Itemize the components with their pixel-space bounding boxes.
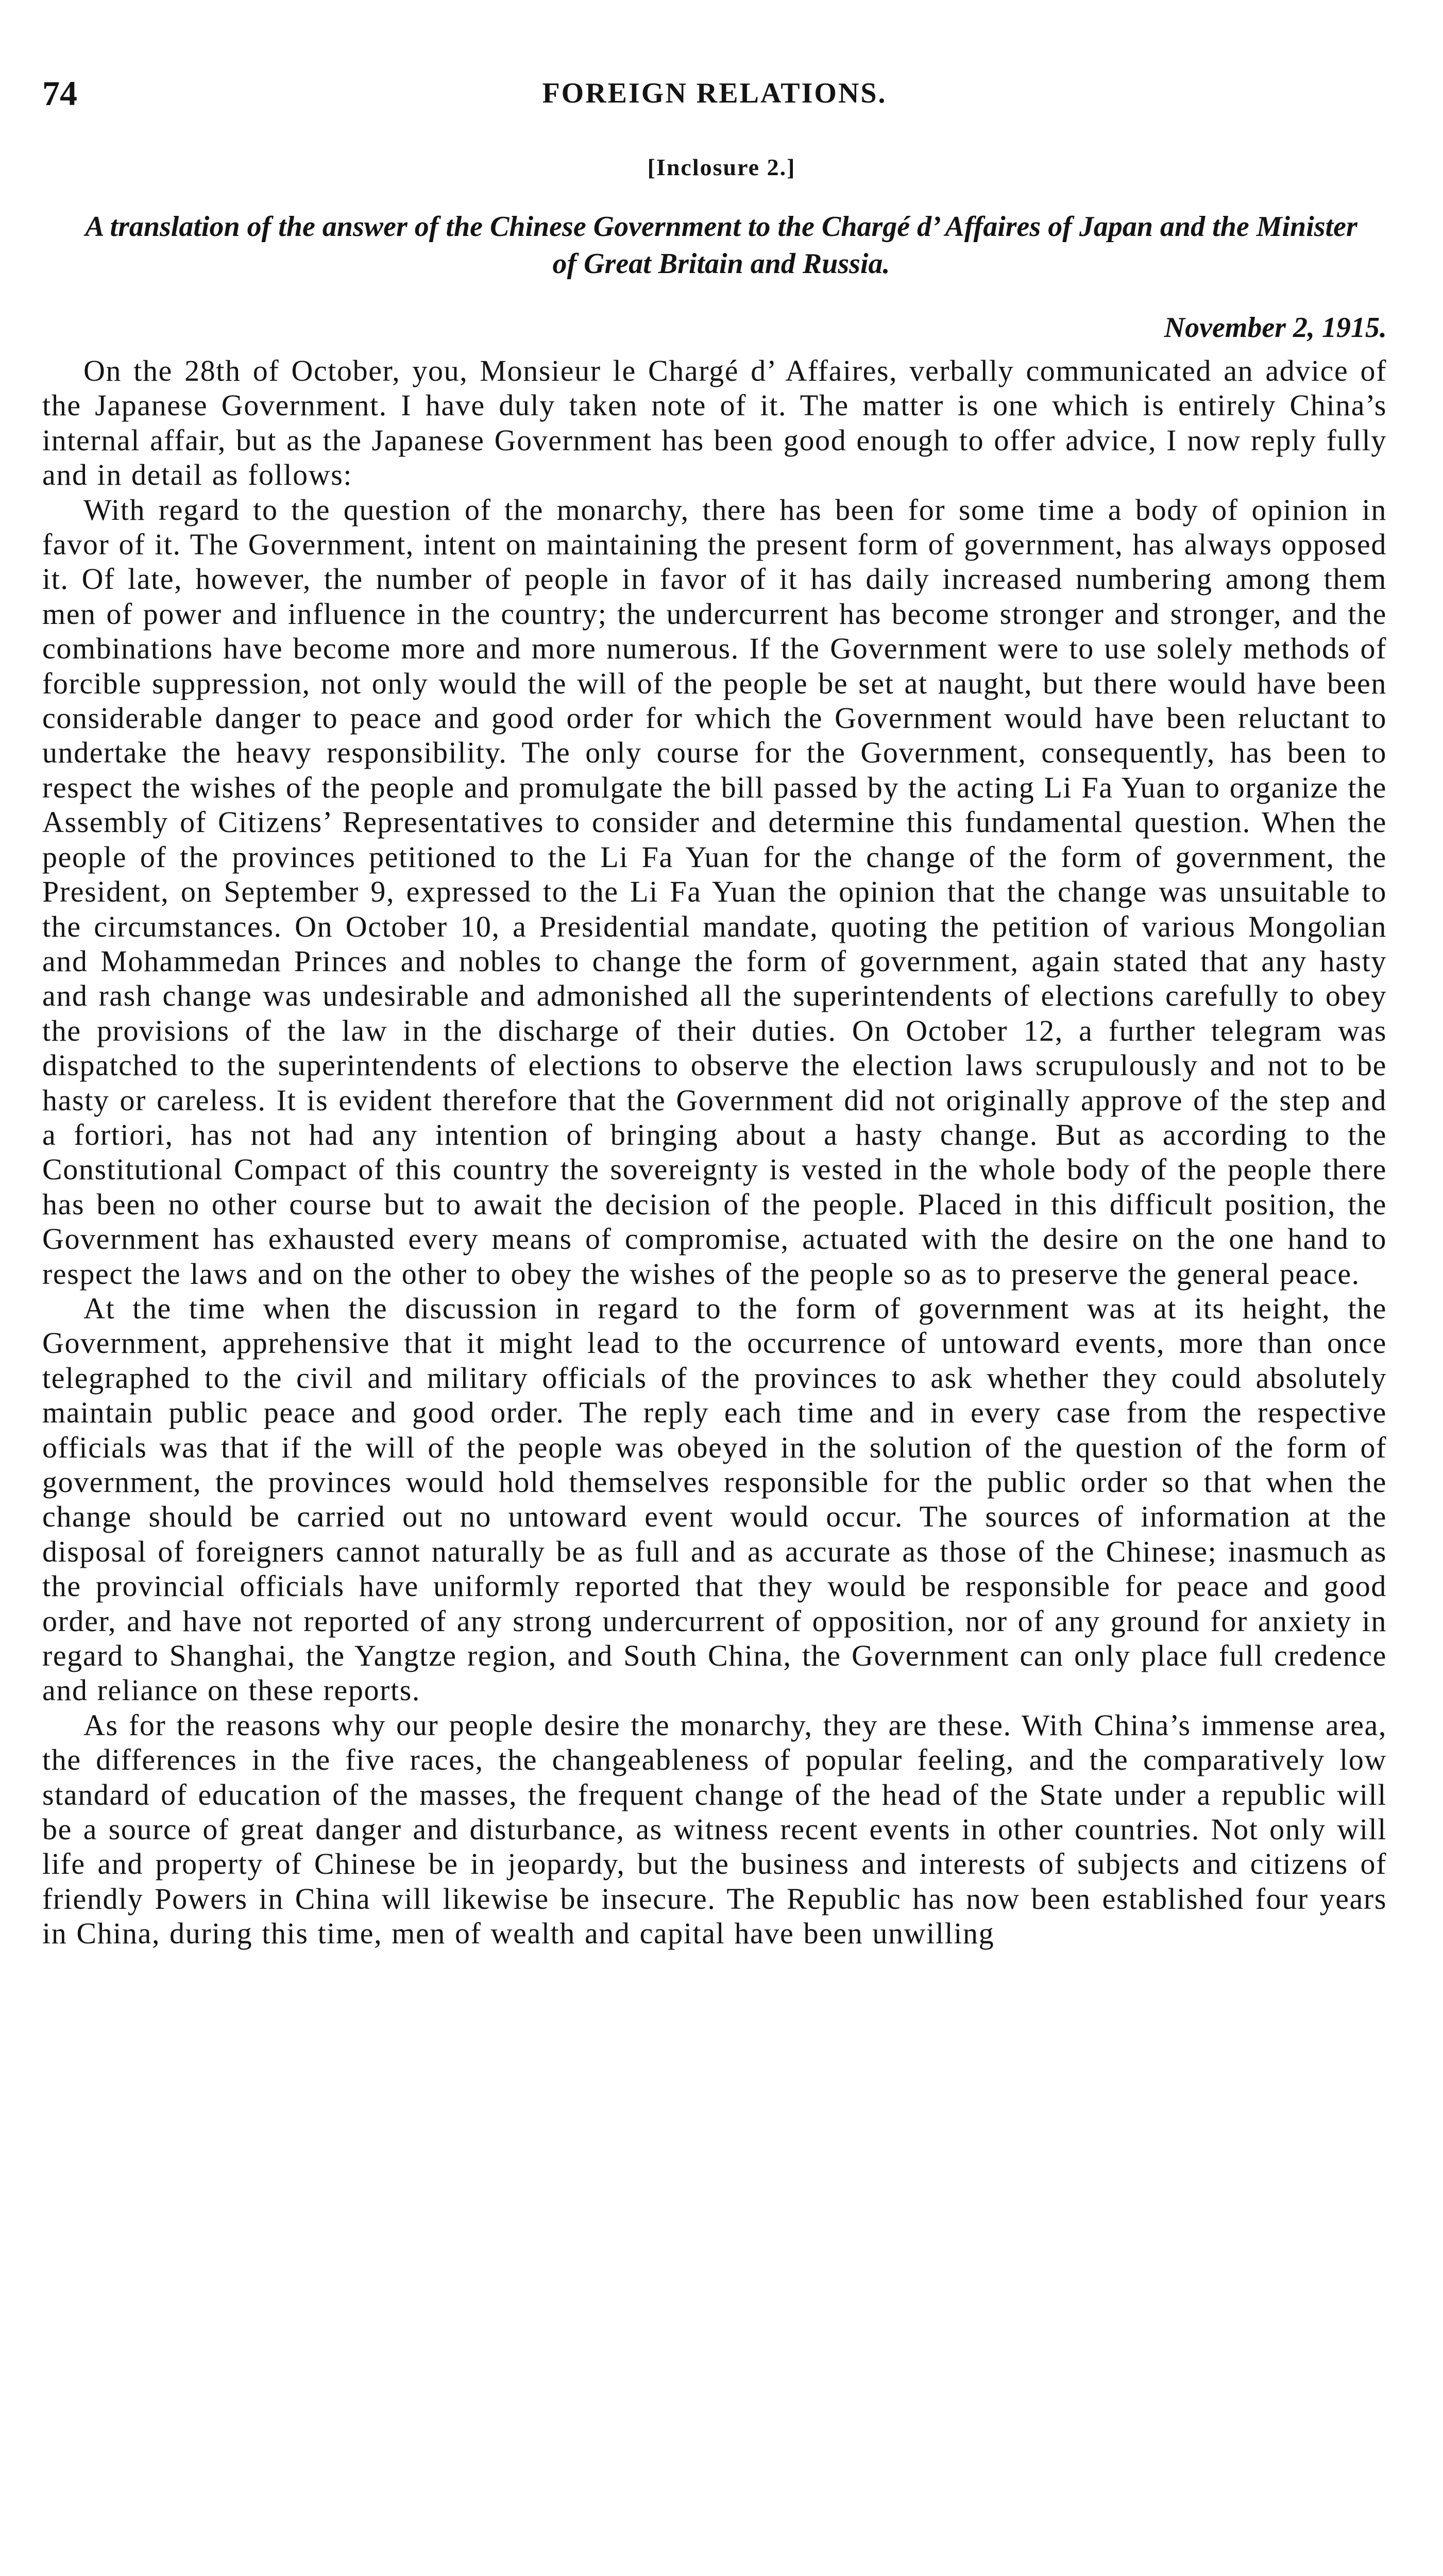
inclosure-label: [Inclosure 2.] [647,154,796,180]
running-title: FOREIGN RELATIONS. [542,77,887,109]
body-paragraph-3: At the time when the discussion in regard to the form of government was at its height, the Government, apprehensive that it might lead to the occurrence of untoward events, more than once telegraphed to the civil and military officials of the provinces to ask whether they could absolutely maintain public peace and good order. The reply each time and in every case from the respective officials was that if the will of the people was obeyed in the solution of the question of the form of government, the provinces would hold themselves responsible for the public order so that when the change should be carried out no untoward event would occur. The sources of information at the disposal of foreigners cannot naturally be as full and as accurate as those of the Chinese; inasmuch as the provincial officials have uniformly reported that they would be responsible for peace and good order, and have not reported of any strong undercurrent of opposition, nor of any ground for anxiety in regard to Shanghai, the Yangtze region, and South China, the Government can only place full credence and reliance on these reports. [42,1291,1387,1707]
page-number: 74 [42,74,77,113]
document-date: November 2, 1915. [1164,312,1387,344]
running-head [42,70,1387,116]
body-paragraph-1: On the 28th of October, you, Monsieur le Chargé d’ Affaires, verbally communicated an advice of the Japanese Government. I have duly taken note of it. The matter is one which is entirely China’s internal affair, but as the Japanese Government has been good enough to offer advice, I now reply fully and in detail as follows: [42,354,1387,492]
body-paragraph-2: With regard to the question of the monarchy, there has been for some time a body of opinion in favor of it. The Government, intent on maintaining the present form of government, has always opposed it. Of late, however, the number of people in favor of it has daily increased numbering among them men of power and influence in the country; the undercurrent has become stronger and stronger, and the combinations have become more and more numerous. If the Government were to use solely methods of forcible suppression, not only would the will of the people be set at naught, but there would have been considerable danger to peace and good order for which the Government would have been reluctant to undertake the heavy responsibility. The only course for the Government, consequently, has been to respect the wishes of the people and promulgate the bill passed by the acting Li Fa Yuan to organize the Assembly of Citizens’ Representatives to consider and determine this fundamental question. When the people of the provinces petitioned to the Li Fa Yuan for the change of the form of government, the President, on September 9, expressed to the Li Fa Yuan the opinion that the change was unsuitable to the circumstances. On October 10, a Presidential mandate, quoting the petition of various Mongolian and Mohammedan Princes and nobles to change the form of government, again stated that any hasty and rash change was undesirable and admonished all the superintendents of elections carefully to obey the provisions of the law in the discharge of their duties. On October 12, a further telegram was dispatched to the superintendents of elections to observe the election laws scrupulously and not to be hasty or careless. It is evident therefore that the Government did not originally approve of the step and a fortiori, has not had any intention of bringing about a hasty change. But as according to the Constitutional Compact of this country the sovereignty is vested in the whole body of the people there has been no other course but to await the decision of the people. Placed in this difficult position, the Government has exhausted every means of compromise, actuated with the desire on the one hand to respect the laws and on the other to obey the wishes of the people so as to preserve the general peace. [42,493,1387,1291]
document-heading: A translation of the answer of the Chinese Government to the Chargé d’ Affaires of Japan and the Minister of Great Britain and Russia. [85,211,1357,280]
body-paragraph-4: As for the reasons why our people desire the monarchy, they are these. With China’s immense area, the differences in the five races, the changeableness of popular feeling, and the comparatively low standard of education of the masses, the frequent change of the head of the State under a republic will be a source of great danger and disturbance, as witness recent events in other countries. Not only will life and property of Chinese be in jeopardy, but the business and interests of subjects and citizens of friendly Powers in China will likewise be insecure. The Republic has now been established four years in China, during this time, men of wealth and capital have been unwilling [42,1708,1387,1951]
document-body [42,353,1387,1951]
